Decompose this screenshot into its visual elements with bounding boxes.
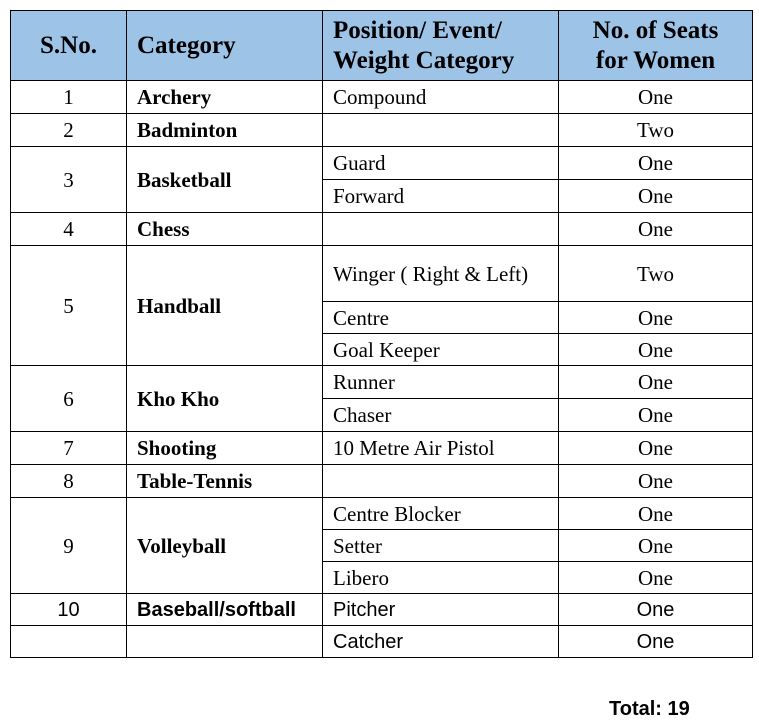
table-row [11, 465, 753, 498]
seats-cell: One [559, 465, 753, 498]
header-position-line1: Position/ Event/ [333, 16, 502, 44]
category-cell: Baseball/softball [127, 594, 323, 626]
seats-cell: One [559, 432, 753, 465]
category-cell: Volleyball [127, 498, 323, 594]
seats-cell: Two [559, 246, 753, 302]
table-row [11, 81, 753, 114]
sno-cell: 6 [11, 366, 127, 432]
position-cell: Catcher [323, 626, 559, 658]
position-cell: Guard [323, 147, 559, 180]
sno-cell: 4 [11, 213, 127, 246]
position-cell: Chaser [323, 399, 559, 432]
category-cell: Chess [127, 213, 323, 246]
table-row [11, 594, 753, 626]
header-position-line2: Weight Category [333, 46, 515, 74]
seats-cell: One [559, 213, 753, 246]
seats-cell: One [559, 147, 753, 180]
sno-cell [11, 626, 127, 658]
header-sno: S.No. [11, 11, 127, 81]
seats-cell: One [559, 81, 753, 114]
table-row [11, 432, 753, 465]
header-category: Category [127, 11, 323, 81]
header-seats-line1: No. of Seats [592, 16, 719, 44]
sno-cell: 5 [11, 246, 127, 366]
seats-cell: One [559, 302, 753, 334]
seats-cell: One [559, 498, 753, 530]
sno-cell: 3 [11, 147, 127, 213]
sno-cell: 1 [11, 81, 127, 114]
header-seats [559, 11, 753, 81]
seats-cell: One [559, 626, 753, 658]
position-cell: 10 Metre Air Pistol [323, 432, 559, 465]
seats-cell: One [559, 594, 753, 626]
seats-cell: One [559, 334, 753, 366]
sno-cell: 9 [11, 498, 127, 594]
sno-cell: 2 [11, 114, 127, 147]
category-cell: Table-Tennis [127, 465, 323, 498]
seats-cell: One [559, 399, 753, 432]
women-seats-table [10, 10, 753, 658]
table-row [11, 366, 753, 399]
header-position [323, 11, 559, 81]
category-cell [127, 626, 323, 658]
position-cell: Libero [323, 562, 559, 594]
seats-cell: One [559, 366, 753, 399]
seats-cell: One [559, 562, 753, 594]
table-body [11, 81, 753, 658]
category-cell: Badminton [127, 114, 323, 147]
position-cell: Winger ( Right & Left) [323, 246, 559, 302]
seats-cell: One [559, 530, 753, 562]
table-row [11, 246, 753, 302]
position-cell: Goal Keeper [323, 334, 559, 366]
position-cell: Pitcher [323, 594, 559, 626]
position-cell: Runner [323, 366, 559, 399]
table-row [11, 498, 753, 530]
sno-cell: 10 [11, 594, 127, 626]
position-cell: Setter [323, 530, 559, 562]
table-row [11, 626, 753, 658]
seats-cell: Two [559, 114, 753, 147]
table-row [11, 147, 753, 180]
category-cell: Kho Kho [127, 366, 323, 432]
category-cell: Basketball [127, 147, 323, 213]
sno-cell: 8 [11, 465, 127, 498]
position-cell: Centre Blocker [323, 498, 559, 530]
position-cell [323, 114, 559, 147]
total-label: Total: 19 [609, 698, 690, 720]
seats-cell: One [559, 180, 753, 213]
category-cell: Archery [127, 81, 323, 114]
position-cell: Centre [323, 302, 559, 334]
sno-cell: 7 [11, 432, 127, 465]
table-header [11, 11, 753, 81]
position-cell: Forward [323, 180, 559, 213]
position-cell [323, 465, 559, 498]
table-row [11, 213, 753, 246]
position-cell [323, 213, 559, 246]
header-seats-line2: for Women [595, 46, 716, 74]
position-cell: Compound [323, 81, 559, 114]
table-row [11, 114, 753, 147]
category-cell: Handball [127, 246, 323, 366]
category-cell: Shooting [127, 432, 323, 465]
